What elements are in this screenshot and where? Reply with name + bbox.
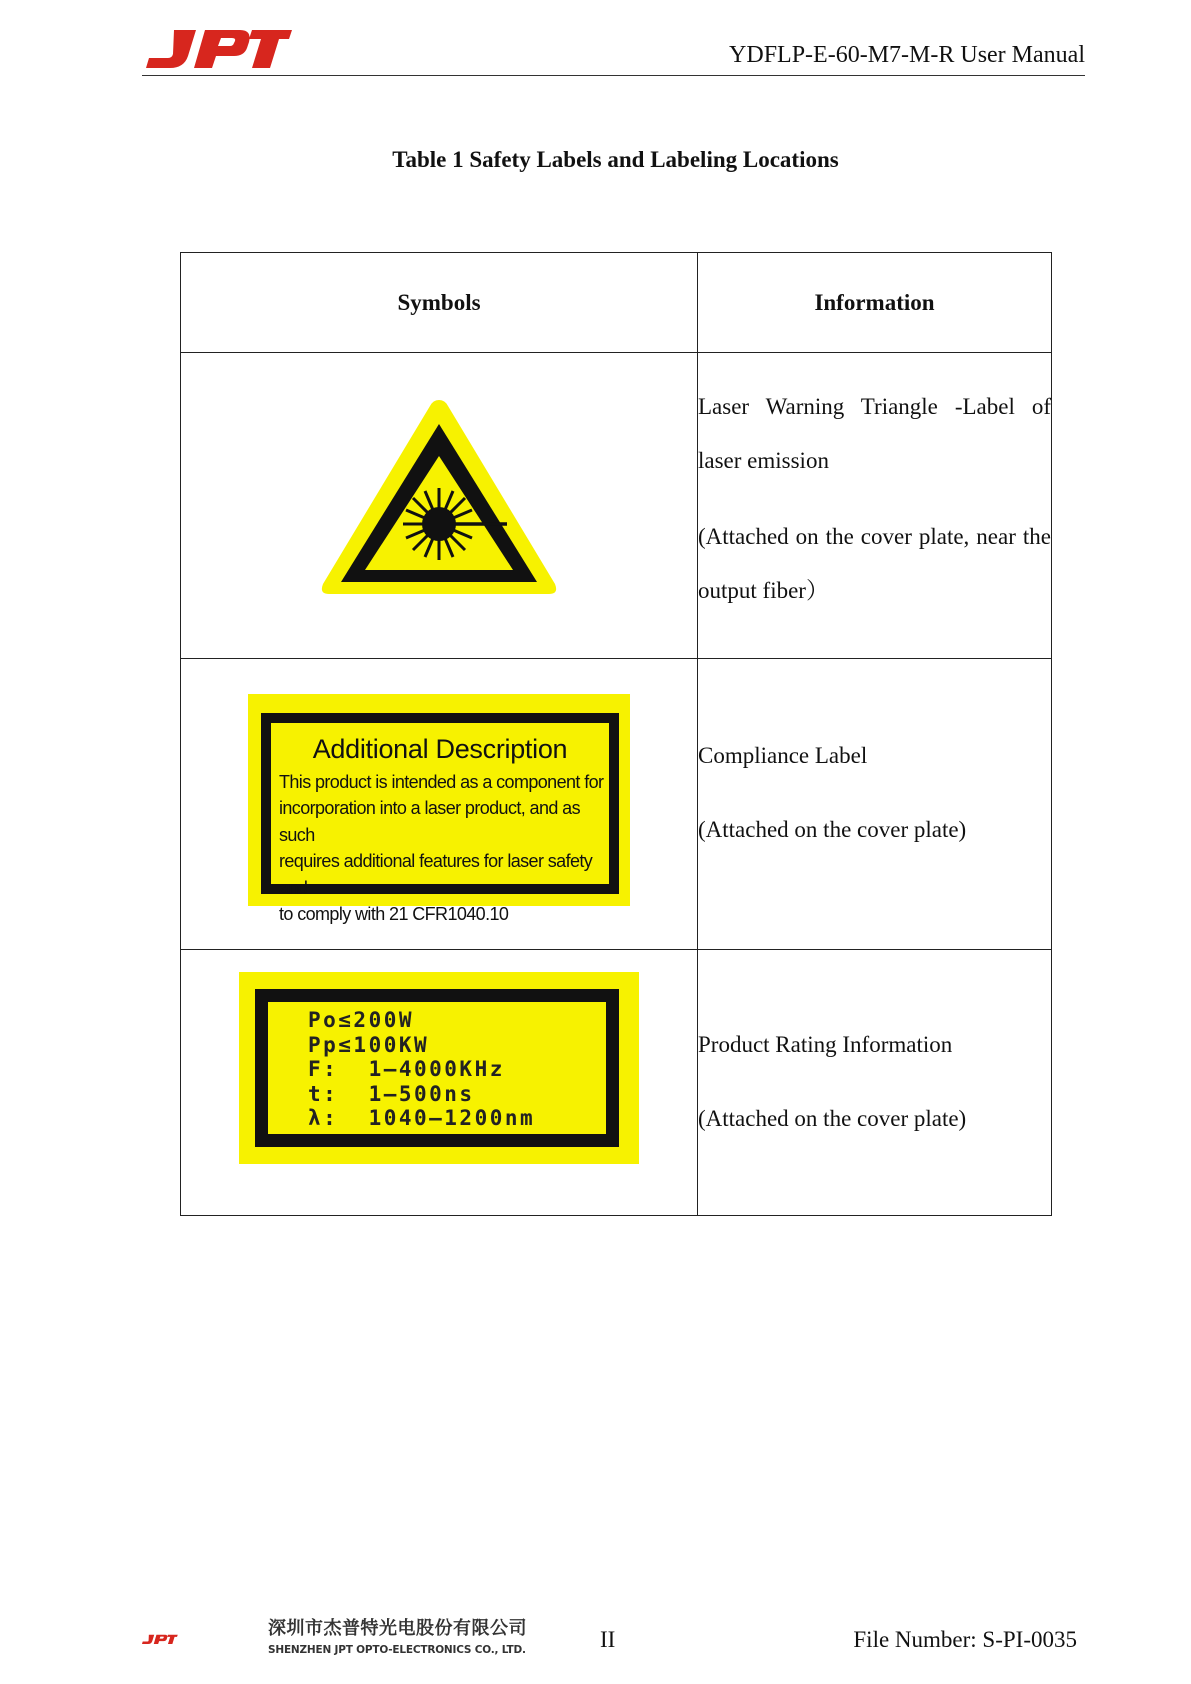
header-rule (142, 75, 1085, 76)
label-description: Laser Warning Triangle -Label of laser emission (698, 394, 1051, 473)
document-title: YDFLP-E-60-M7-M-R User Manual (729, 42, 1085, 68)
footer-company-name-cn: 深圳市杰普特光电股份有限公司 (268, 1618, 527, 1639)
rating-line-wavelength: λ: 1040—1200nm (308, 1106, 536, 1130)
label-description: Product Rating Information (698, 1032, 953, 1057)
product-rating-label (239, 972, 639, 1164)
label-location: (Attached on the cover plate) (698, 817, 967, 842)
compliance-label-line: to comply with 21 CFR1040.10 (279, 904, 509, 924)
rating-line-output-power: Po≤200W (308, 1008, 415, 1032)
label-description: Compliance Label (698, 743, 868, 768)
rating-label-values (308, 1008, 606, 1131)
table-row (181, 659, 1052, 950)
table-header-row (181, 253, 1052, 353)
page-number: II (600, 1627, 616, 1652)
compliance-label-line: requires additional features for laser safety and (279, 851, 593, 898)
header-symbols: Symbols (181, 253, 698, 353)
information-cell (698, 353, 1052, 659)
information-cell (698, 950, 1052, 1216)
compliance-label-line: This product is intended as a component for (279, 771, 604, 792)
symbol-cell (181, 659, 698, 950)
compliance-label (248, 694, 630, 924)
file-number: File Number: S-PI-0035 (853, 1627, 1077, 1652)
information-cell (698, 659, 1052, 950)
safety-labels-table (180, 252, 1052, 1216)
label-location: (Attached on the cover plate, near the output fiber） (698, 524, 1051, 603)
table-row (181, 353, 1052, 659)
compliance-label-line: incorporation into a laser product, and as such (279, 798, 580, 845)
symbol-cell (181, 950, 698, 1216)
symbol-cell (181, 353, 698, 659)
footer-company-name-en: SHENZHEN JPT OPTO-ELECTRONICS CO., LTD. (268, 1644, 526, 1656)
rating-line-pulse-width: t: 1—500ns (308, 1081, 475, 1106)
compliance-label-title: Additional Description (312, 733, 568, 764)
label-location: (Attached on the cover plate) (698, 1106, 967, 1131)
table-caption: Table 1 Safety Labels and Labeling Locations (392, 147, 839, 172)
table-row (181, 950, 1052, 1216)
compliance-label-body (279, 769, 609, 928)
laser-warning-triangle-icon (317, 394, 561, 600)
compliance-label-frame (261, 713, 619, 924)
footer-jpt-logo (141, 1622, 261, 1658)
jpt-logo (142, 26, 294, 72)
rating-label-frame (255, 989, 619, 1147)
rating-line-frequency: F: 1—4000KHz (308, 1057, 505, 1081)
rating-line-peak-power: Pp≤100KW (308, 1032, 430, 1057)
header-information: Information (698, 253, 1052, 353)
